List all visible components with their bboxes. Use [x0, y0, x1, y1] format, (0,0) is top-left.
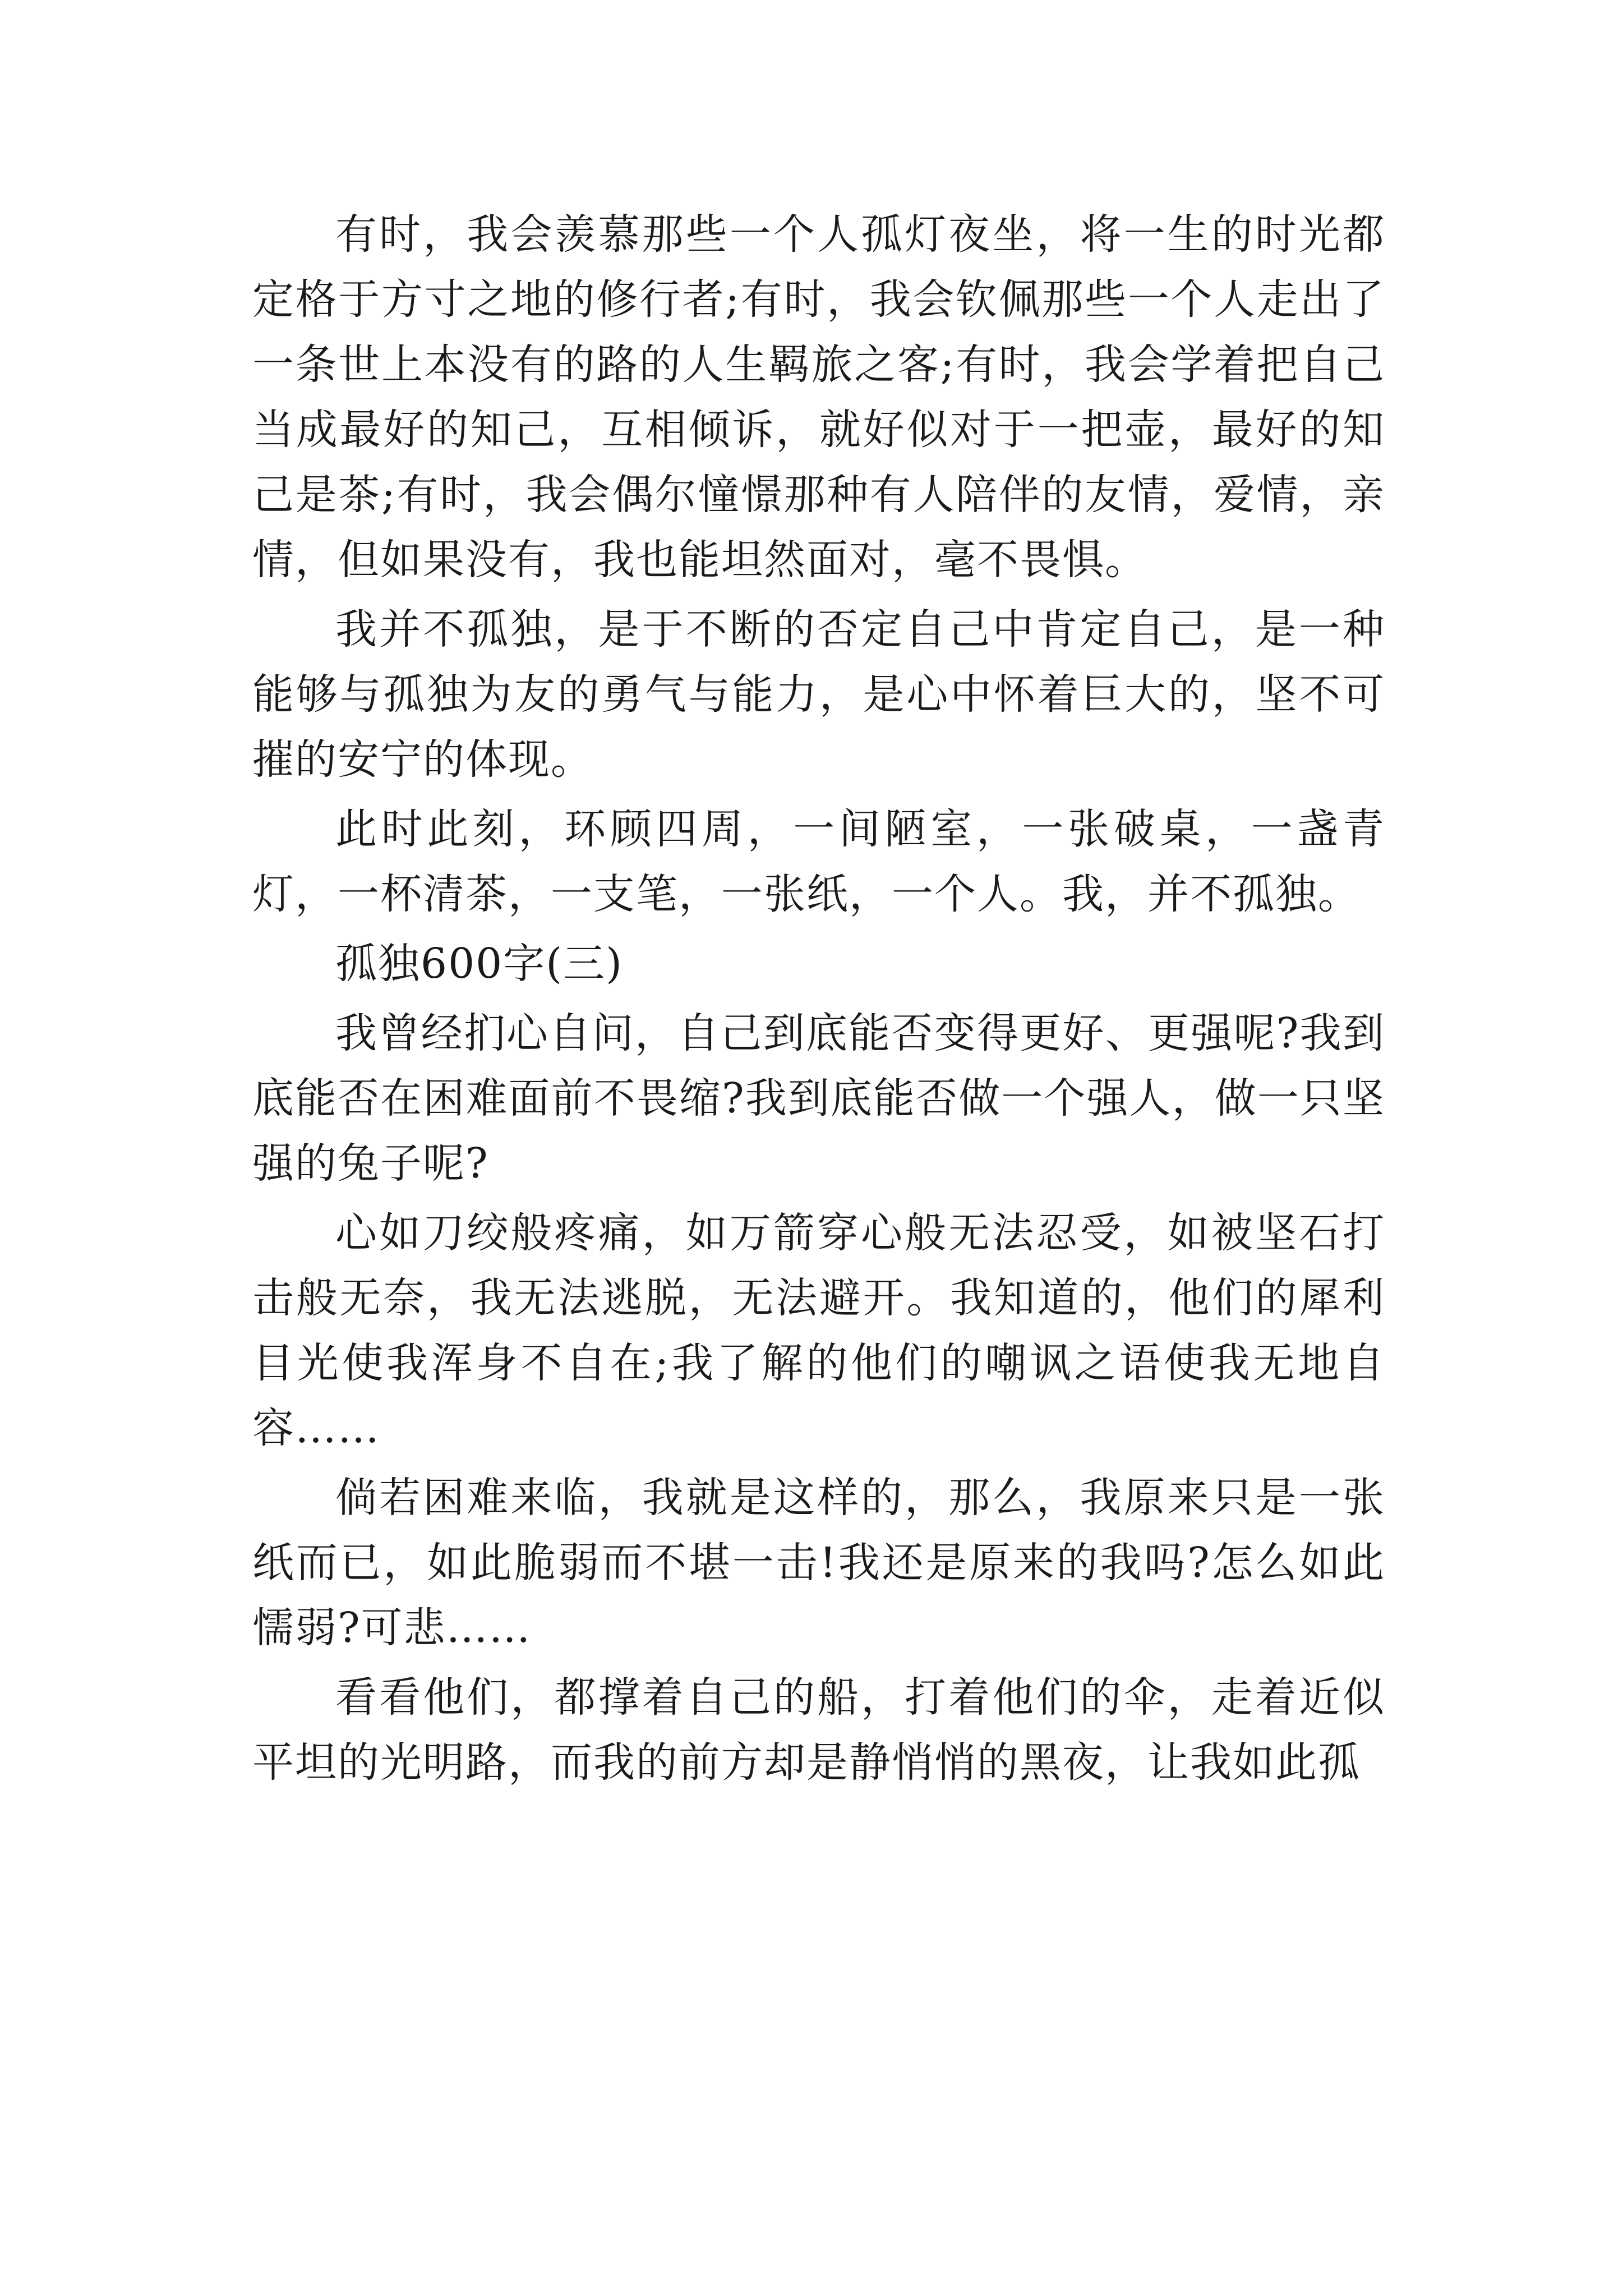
paragraph-3: 此时此刻，环顾四周，一间陋室，一张破桌，一盏青灯，一杯清茶，一支笔，一张纸，一个人。我，并不孤独。 — [252, 805, 1385, 918]
paragraph-1: 有时，我会羡慕那些一个人孤灯夜坐，将一生的时光都定格于方寸之地的修行者;有时，我会钦佩那些一个人走出了一条世上本没有的路的人生羁旅之客;有时，我会学着把自己当成最好的知己，互相倾诉，就好似对于一把壶，最好的知己是茶;有时，我会偶尔憧憬那种有人陪伴的友情，爱情，亲情，但如果没有，我也能坦然面对，毫不畏惧。 — [252, 210, 1385, 584]
document-body — [252, 202, 1385, 1800]
paragraph-7: 看看他们，都撑着自己的船，打着他们的伞，走着近似平坦的光明路，而我的前方却是静悄悄的黑夜，让我如此孤 — [252, 1673, 1385, 1787]
paragraph-5: 心如刀绞般疼痛，如万箭穿心般无法忍受，如被坚石打击般无奈，我无法逃脱，无法避开。我知道的，他们的犀利目光使我浑身不自在;我了解的他们的嘲讽之语使我无地自容…… — [252, 1209, 1385, 1452]
paragraph-2: 我并不孤独，是于不断的否定自己中肯定自己，是一种能够与孤独为友的勇气与能力，是心中怀着巨大的，坚不可摧的安宁的体现。 — [252, 605, 1385, 784]
paragraph-4: 我曾经扪心自问，自己到底能否变得更好、更强呢?我到底能否在困难面前不畏缩?我到底能否做一个强人，做一只坚强的兔子呢? — [252, 1009, 1385, 1188]
section-heading: 孤独600字(三) — [335, 940, 623, 988]
paragraph-6: 倘若困难来临，我就是这样的，那么，我原来只是一张纸而已，如此脆弱而不堪一击!我还是原来的我吗?怎么如此懦弱?可悲…… — [252, 1474, 1385, 1652]
